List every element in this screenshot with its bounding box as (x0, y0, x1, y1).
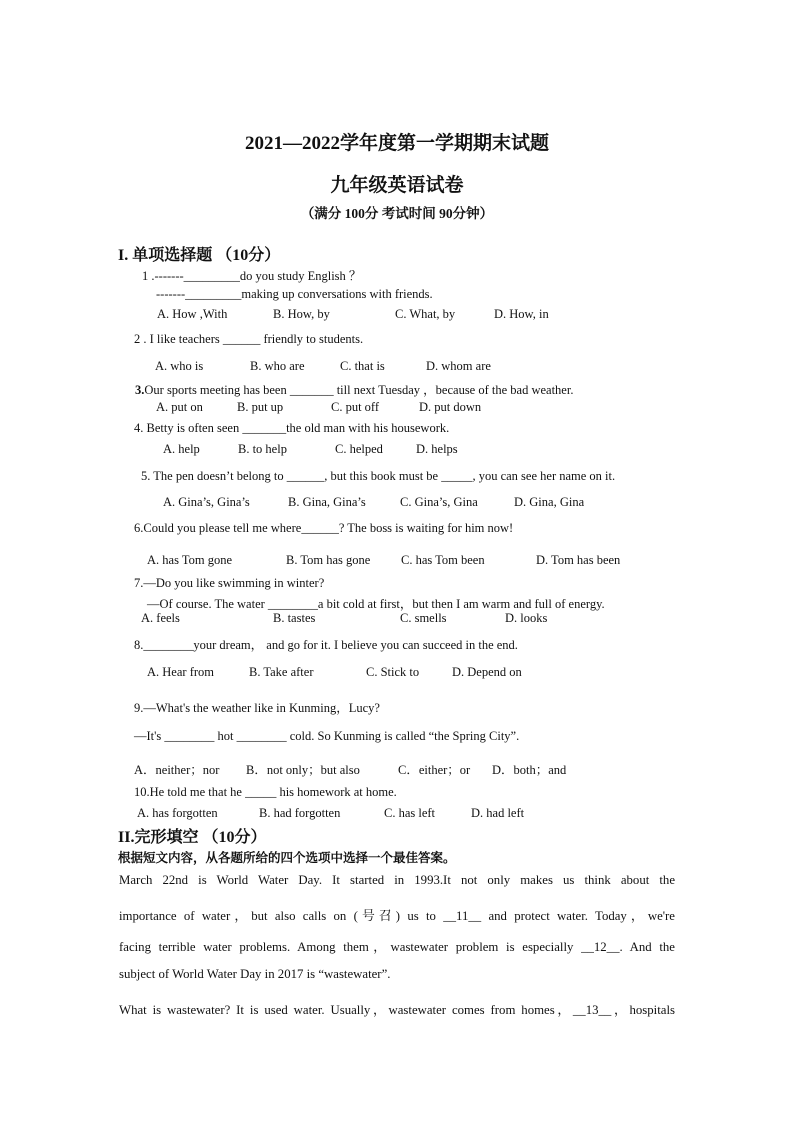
option-b[interactable]: B. Take after (249, 665, 314, 679)
option-d[interactable]: D. helps (416, 442, 458, 456)
exam-title: 2021—2022学年度第一学期期末试题 (244, 133, 549, 154)
question-1-line-2: -------_________making up conversations with friends. (156, 287, 433, 301)
option-b[interactable]: B. who are (250, 359, 305, 373)
option-b[interactable]: B. had forgotten (259, 806, 341, 820)
option-a[interactable]: A. Hear from (147, 665, 214, 679)
option-d[interactable]: D. put down (419, 400, 482, 414)
option-d[interactable]: D. Depend on (452, 665, 522, 679)
passage-line: What is wastewater? It is used water. Usually，wastewater comes from homes，__13__，hospitals (119, 1003, 675, 1017)
passage-line: subject of World Water Day in 2017 is “wastewater”. (119, 967, 391, 981)
passage-line: facing terrible water problems. Among them，wastewater problem is especially __12__. And the (119, 940, 675, 954)
option-c[interactable]: C. What, by (395, 307, 456, 321)
question-1-line-1: 1 .-------_________do you study English ？ (142, 269, 362, 283)
option-a[interactable]: A. who is (155, 359, 204, 373)
option-c[interactable]: C. helped (335, 442, 383, 456)
passage-line: March 22nd is World Water Day. It started in 1993.It not only makes us think about the (119, 873, 675, 887)
option-d[interactable]: D. looks (505, 611, 548, 625)
question-6-stem: 6.Could you please tell me where______? The boss is waiting for him now! (134, 521, 514, 535)
option-a[interactable]: A. put on (156, 400, 203, 414)
option-c[interactable]: C. Stick to (366, 665, 420, 679)
option-a[interactable]: A．neither；nor (134, 763, 220, 777)
option-a[interactable]: A. feels (141, 611, 180, 625)
question-3-number: 3. (135, 383, 145, 397)
option-b[interactable]: B. tastes (273, 611, 316, 625)
section-2-heading: II.完形填空 （10分） (118, 829, 267, 846)
question-7-line-1: 7.—Do you like swimming in winter? (134, 576, 325, 590)
question-10-stem: 10.He told me that he _____ his homework at home. (134, 785, 397, 799)
option-a[interactable]: A. has forgotten (137, 806, 218, 820)
option-c[interactable]: C. Gina’s, Gina (400, 495, 478, 509)
option-b[interactable]: B．not only；but also (246, 763, 360, 777)
option-d[interactable]: D. had left (471, 806, 525, 820)
option-d[interactable]: D. Tom has been (536, 553, 621, 567)
passage-line: importance of water，but also calls on (号召) us to __11__ and protect water. Today，we're (119, 909, 675, 923)
question-9-line-1: 9.—What's the weather like in Kunming，Lucy? (134, 701, 380, 715)
question-2-stem: 2 . I like teachers ______ friendly to students. (134, 332, 364, 346)
option-c[interactable]: C. smells (400, 611, 447, 625)
exam-score-time: （满分 100分 考试时间 90分钟） (300, 206, 494, 221)
question-4-stem: 4. Betty is often seen _______the old man with his housework. (134, 421, 450, 435)
question-3-stem: Our sports meeting has been _______ till next Tuesday ，because of the bad weather. (144, 383, 574, 397)
option-b[interactable]: B. put up (237, 400, 284, 414)
question-9-line-2: —It's ________ hot ________ cold. So Kunming is called “the Spring City”. (134, 729, 520, 743)
option-d[interactable]: D．both；and (492, 763, 567, 777)
option-c[interactable]: C．either；or (398, 763, 471, 777)
option-d[interactable]: D. Gina, Gina (514, 495, 585, 509)
option-b[interactable]: B. Tom has gone (286, 553, 371, 567)
option-c[interactable]: C. has Tom been (401, 553, 485, 567)
option-c[interactable]: C. that is (340, 359, 385, 373)
option-b[interactable]: B. How, by (273, 307, 330, 321)
option-a[interactable]: A. How ,With (157, 307, 228, 321)
option-b[interactable]: B. Gina, Gina’s (288, 495, 366, 509)
option-a[interactable]: A. help (163, 442, 200, 456)
question-5-stem: 5. The pen doesn’t belong to ______, but this book must be _____, you can see her name on it. (141, 469, 616, 483)
option-c[interactable]: C. has left (384, 806, 436, 820)
section-2-instruction: 根据短文内容，从各题所给的四个选项中选择一个最佳答案。 (118, 851, 456, 865)
question-3-line (135, 380, 573, 398)
option-d[interactable]: D. whom are (426, 359, 491, 373)
option-c[interactable]: C. put off (331, 400, 380, 414)
option-a[interactable]: A. Gina’s, Gina’s (163, 495, 250, 509)
option-d[interactable]: D. How, in (494, 307, 549, 321)
section-1-heading: I. 单项选择题 （10分） (118, 247, 281, 264)
option-b[interactable]: B. to help (238, 442, 287, 456)
question-8-stem: 8.________your dream， and go for it. I believe you can succeed in the end. (134, 638, 518, 652)
exam-subject-title: 九年级英语试卷 (330, 175, 464, 196)
option-a[interactable]: A. has Tom gone (147, 553, 232, 567)
question-7-line-2: —Of course. The water ________a bit cold at first，but then I am warm and full of energy. (147, 597, 605, 611)
